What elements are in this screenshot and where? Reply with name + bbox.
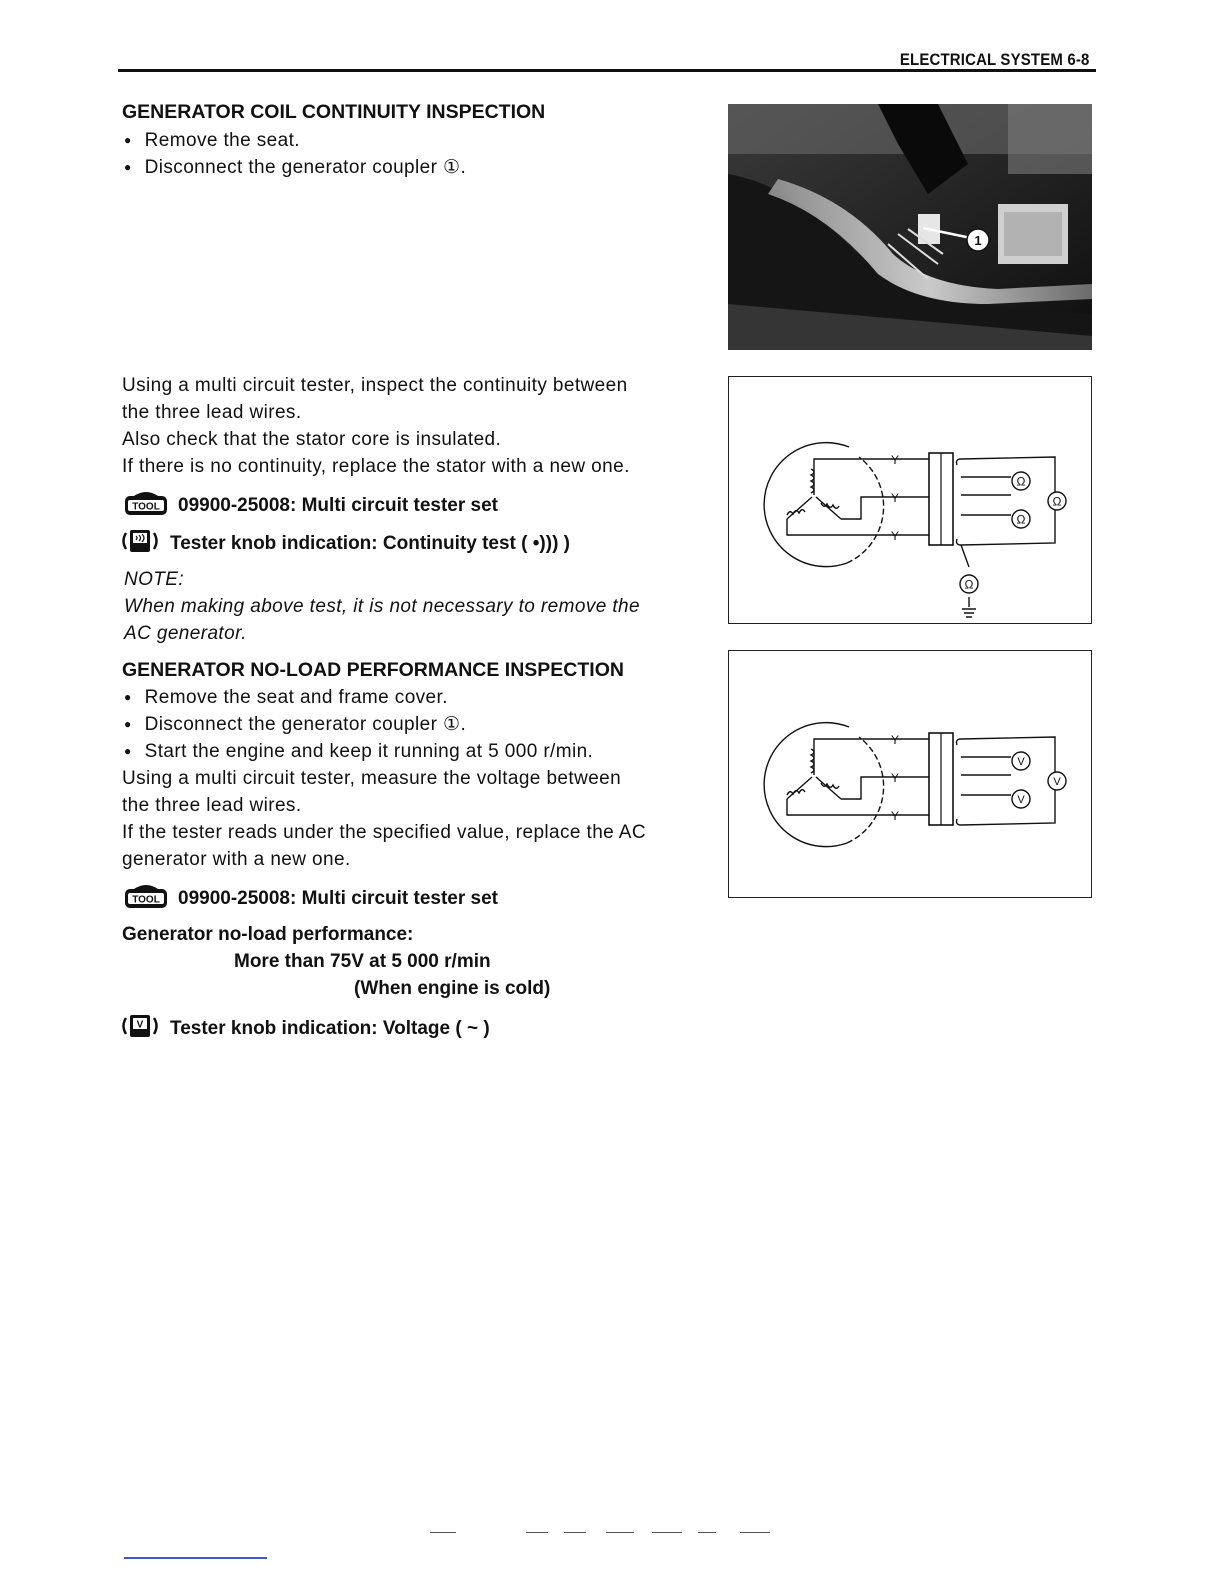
footer-dash: [698, 1532, 716, 1533]
coil-knob-spec: Tester knob indication: Continuity test ( •))) ): [170, 533, 571, 554]
noload-paragraph-line-4: generator with a new one.: [122, 849, 351, 870]
lead-label-y1: Y: [891, 733, 900, 747]
noload-paragraph-line-3: If the tester reads under the specified value, replace the AC: [122, 822, 646, 843]
noload-paragraph-line-2: the three lead wires.: [122, 795, 302, 816]
ohm-meter-ground: Ω: [964, 577, 974, 592]
noload-spec-label: Generator no-load performance:: [122, 924, 414, 945]
volt-meter-3: V: [1053, 776, 1061, 788]
volt-meter-2: V: [1017, 794, 1025, 806]
coil-tool-spec: 09900-25008: Multi circuit tester set: [178, 495, 498, 516]
tool-icon-label: TOOL: [132, 894, 160, 906]
ohm-meter-1: Ω: [1016, 474, 1026, 489]
voltage-knob-letter: V: [136, 1019, 144, 1031]
continuity-wiring-diagram: [728, 376, 1092, 624]
noload-step-1: ● Remove the seat and frame cover.: [124, 684, 448, 713]
lead-label-y2: Y: [891, 771, 900, 785]
noload-paragraph-line-1: Using a multi circuit tester, measure the voltage between: [122, 768, 622, 789]
footer-dash: [606, 1532, 634, 1533]
note-title: NOTE:: [124, 569, 185, 590]
header-rule: [118, 69, 1096, 72]
section-header: ELECTRICAL SYSTEM 6-8: [899, 50, 1089, 69]
footer-link-rule: [124, 1557, 267, 1559]
note-line-2: AC generator.: [124, 623, 247, 644]
voltage-wiring-diagram: [728, 650, 1092, 898]
ohm-meter-3: Ω: [1052, 494, 1062, 509]
photo-callout-1: 1: [974, 233, 982, 248]
footer-dash: [740, 1532, 770, 1533]
note-line-1: When making above test, it is not necessary to remove the: [124, 596, 640, 617]
footer-dash: [652, 1532, 682, 1533]
footer-dash: [564, 1532, 586, 1533]
coil-paragraph-line-3: Also check that the stator core is insulated.: [122, 429, 502, 450]
volt-meter-1: V: [1017, 756, 1025, 768]
coil-paragraph-line-2: the three lead wires.: [122, 402, 302, 423]
noload-spec-condition: (When engine is cold): [354, 978, 551, 999]
coil-step-1: ● Remove the seat.: [124, 127, 300, 156]
lead-label-y3: Y: [891, 809, 900, 823]
coil-continuity-heading: GENERATOR COIL CONTINUITY INSPECTION: [122, 101, 546, 123]
lead-label-y3: Y: [891, 529, 900, 543]
tool-icon-label: TOOL: [132, 501, 160, 513]
lead-label-y1: Y: [891, 453, 900, 467]
coil-paragraph-line-1: Using a multi circuit tester, inspect the continuity between: [122, 375, 628, 396]
noload-step-3: ● Start the engine and keep it running at 5 000 r/min.: [124, 738, 593, 767]
voltage-knob-icon: [120, 1012, 160, 1040]
coil-paragraph-line-4: If there is no continuity, replace the stator with a new one.: [122, 456, 630, 477]
noload-tool-line: [124, 883, 498, 912]
ohm-meter-2: Ω: [1016, 512, 1026, 527]
tool-icon: [124, 883, 168, 909]
tool-icon: [124, 490, 168, 516]
coil-tool-line: [124, 490, 498, 519]
noload-tool-spec: 09900-25008: Multi circuit tester set: [178, 888, 498, 909]
continuity-knob-icon: [120, 527, 160, 555]
noload-spec-value: More than 75V at 5 000 r/min: [234, 951, 491, 972]
noload-step-2: ● Disconnect the generator coupler ①.: [124, 711, 466, 740]
coil-knob-line: [120, 527, 570, 557]
noload-heading: GENERATOR NO-LOAD PERFORMANCE INSPECTION: [122, 659, 624, 681]
lead-label-y2: Y: [891, 491, 900, 505]
generator-coupler-photo: [728, 104, 1092, 350]
noload-knob-line: [120, 1012, 490, 1042]
noload-knob-spec: Tester knob indication: Voltage ( ~ ): [170, 1018, 490, 1039]
footer-dash: [526, 1532, 548, 1533]
footer-dash: [430, 1532, 456, 1533]
coil-step-2: ● Disconnect the generator coupler ①.: [124, 154, 466, 183]
